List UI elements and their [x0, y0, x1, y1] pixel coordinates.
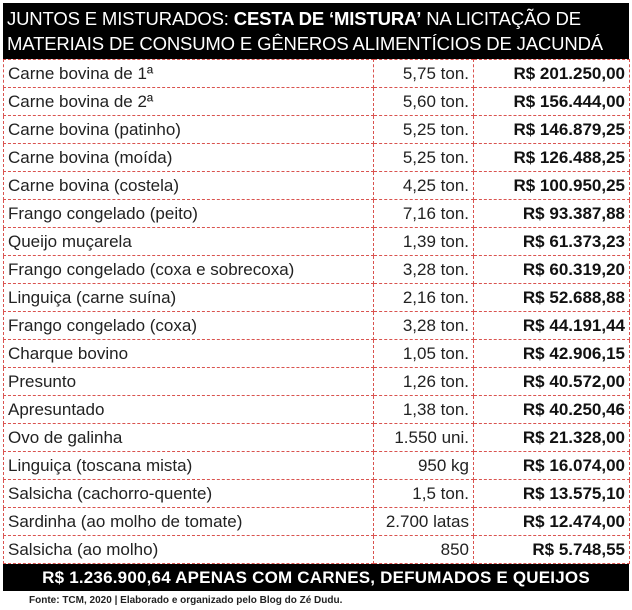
- table-row: [4, 88, 630, 116]
- table-row: [4, 312, 630, 340]
- item-quantity: 1,38 ton.: [374, 396, 474, 424]
- item-name: Sardinha (ao molho de tomate): [4, 508, 374, 536]
- table-row: [4, 60, 630, 88]
- table-row: [4, 284, 630, 312]
- item-quantity: 5,25 ton.: [374, 144, 474, 172]
- table-row: [4, 368, 630, 396]
- table-row: [4, 536, 630, 564]
- items-table: [3, 59, 630, 564]
- item-name: Carne bovina de 1ª: [4, 60, 374, 88]
- item-value: R$ 100.950,25: [474, 172, 630, 200]
- item-value: R$ 201.250,00: [474, 60, 630, 88]
- item-value: R$ 40.250,46: [474, 396, 630, 424]
- item-value: R$ 93.387,88: [474, 200, 630, 228]
- item-value: R$ 21.328,00: [474, 424, 630, 452]
- item-name: Apresuntado: [4, 396, 374, 424]
- header-line2: MATERIAIS DE CONSUMO E GÊNEROS ALIMENTÍCIOS DE JACUNDÁ: [7, 33, 603, 54]
- item-quantity: 5,25 ton.: [374, 116, 474, 144]
- item-name: Salsicha (cachorro-quente): [4, 480, 374, 508]
- item-quantity: 3,28 ton.: [374, 256, 474, 284]
- source-note: Fonte: TCM, 2020 | Elaborado e organizado pelo Blog do Zé Dudu.: [29, 595, 343, 606]
- item-value: R$ 44.191,44: [474, 312, 630, 340]
- table-row: [4, 452, 630, 480]
- item-name: Linguiça (carne suína): [4, 284, 374, 312]
- item-name: Frango congelado (coxa e sobrecoxa): [4, 256, 374, 284]
- item-name: Carne bovina (moída): [4, 144, 374, 172]
- item-name: Presunto: [4, 368, 374, 396]
- header-line1-bold: CESTA DE ‘MISTURA’: [233, 8, 422, 29]
- item-value: R$ 16.074,00: [474, 452, 630, 480]
- table-row: [4, 508, 630, 536]
- header-line1-post: NA LICITAÇÃO DE: [421, 8, 581, 29]
- item-value: R$ 52.688,88: [474, 284, 630, 312]
- item-name: Carne bovina (costela): [4, 172, 374, 200]
- item-name: Linguiça (toscana mista): [4, 452, 374, 480]
- header-line1-pre: JUNTOS E MISTURADOS:: [7, 8, 234, 29]
- item-value: R$ 13.575,10: [474, 480, 630, 508]
- item-quantity: 3,28 ton.: [374, 312, 474, 340]
- item-quantity: 7,16 ton.: [374, 200, 474, 228]
- item-value: R$ 61.373,23: [474, 228, 630, 256]
- item-value: R$ 42.906,15: [474, 340, 630, 368]
- item-quantity: 5,75 ton.: [374, 60, 474, 88]
- infographic: [3, 3, 629, 606]
- item-value: R$ 5.748,55: [474, 536, 630, 564]
- item-quantity: 1.550 uni.: [374, 424, 474, 452]
- table-row: [4, 200, 630, 228]
- item-quantity: 1,26 ton.: [374, 368, 474, 396]
- table-row: [4, 396, 630, 424]
- table-row: [4, 256, 630, 284]
- item-value: R$ 156.444,00: [474, 88, 630, 116]
- item-name: Carne bovina (patinho): [4, 116, 374, 144]
- item-quantity: 950 kg: [374, 452, 474, 480]
- table-row: [4, 340, 630, 368]
- item-value: R$ 146.879,25: [474, 116, 630, 144]
- table-row: [4, 116, 630, 144]
- item-name: Salsicha (ao molho): [4, 536, 374, 564]
- item-name: Ovo de galinha: [4, 424, 374, 452]
- item-quantity: 1,05 ton.: [374, 340, 474, 368]
- item-quantity: 1,39 ton.: [374, 228, 474, 256]
- header-title: [3, 3, 629, 59]
- item-quantity: 2.700 latas: [374, 508, 474, 536]
- item-quantity: 5,60 ton.: [374, 88, 474, 116]
- table-row: [4, 480, 630, 508]
- item-name: Carne bovina de 2ª: [4, 88, 374, 116]
- item-value: R$ 60.319,20: [474, 256, 630, 284]
- item-name: Charque bovino: [4, 340, 374, 368]
- table-row: [4, 228, 630, 256]
- total-banner: R$ 1.236.900,64 APENAS COM CARNES, DEFUMADOS E QUEIJOS: [3, 564, 629, 591]
- item-name: Queijo muçarela: [4, 228, 374, 256]
- table-row: [4, 424, 630, 452]
- item-value: R$ 12.474,00: [474, 508, 630, 536]
- table-row: [4, 144, 630, 172]
- item-quantity: 850: [374, 536, 474, 564]
- table-row: [4, 172, 630, 200]
- item-name: Frango congelado (coxa): [4, 312, 374, 340]
- item-quantity: 4,25 ton.: [374, 172, 474, 200]
- item-name: Frango congelado (peito): [4, 200, 374, 228]
- item-quantity: 1,5 ton.: [374, 480, 474, 508]
- item-quantity: 2,16 ton.: [374, 284, 474, 312]
- item-value: R$ 126.488,25: [474, 144, 630, 172]
- item-value: R$ 40.572,00: [474, 368, 630, 396]
